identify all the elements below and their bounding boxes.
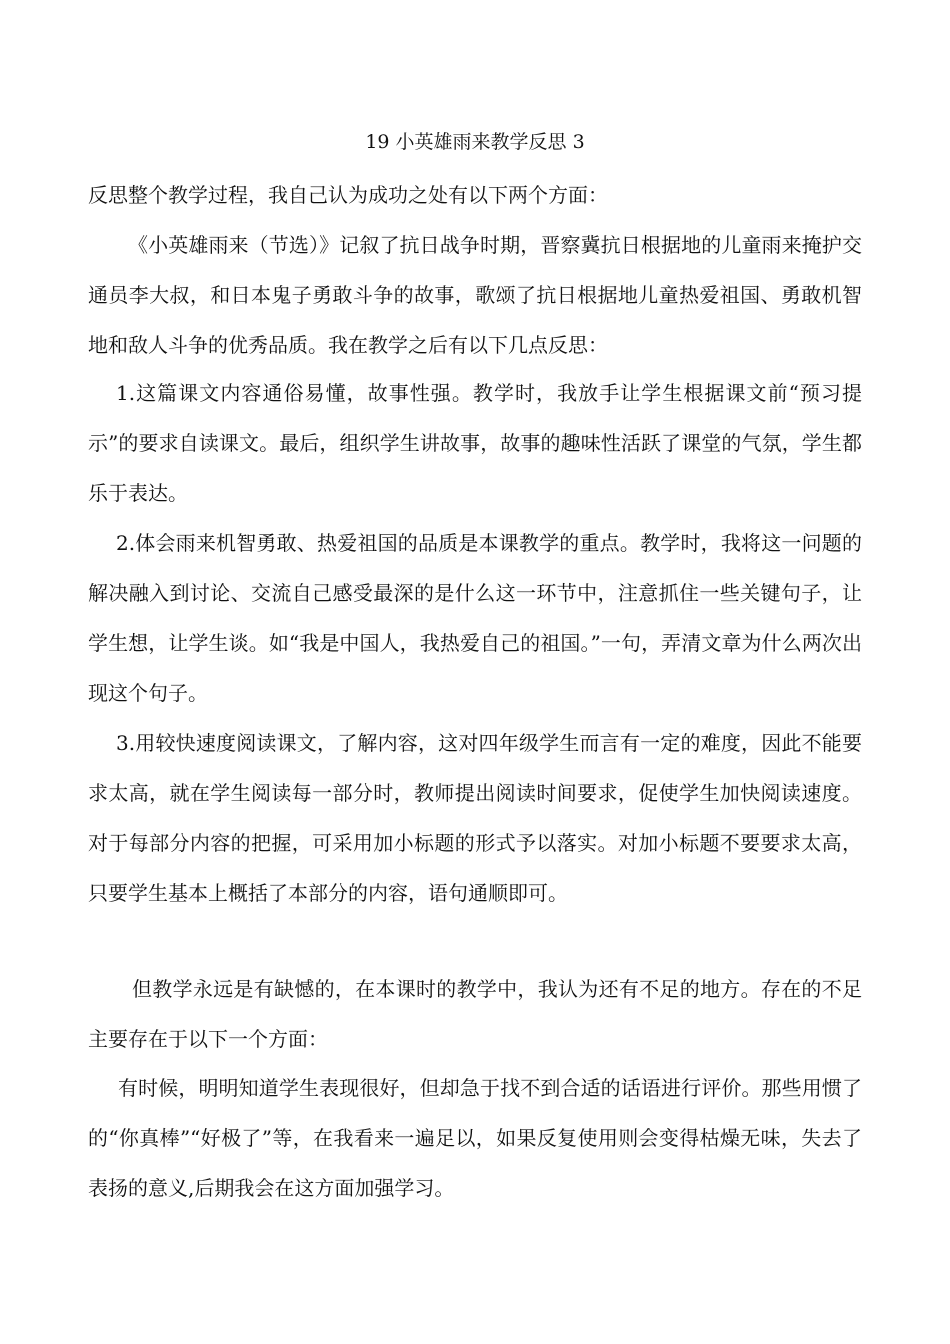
paragraph-point-1: 1.这篇课文内容通俗易懂，故事性强。教学时，我放手让学生根据课文前“预习提示”的要求自读课文。最后，组织学生讲故事，故事的趣味性活跃了课堂的气氛，学生都乐于表达。: [88, 381, 862, 505]
paragraph-point-3: 3.用较快速度阅读课文，了解内容，这对四年级学生而言有一定的难度，因此不能要求太高，就在学生阅读每一部分时，教师提出阅读时间要求，促使学生加快阅读速度。对于每部分内容的把握，可采用加小标题的形式予以落实。对加小标题不要要求太高，只要学生基本上概括了本部分的内容，语句通顺即可。: [88, 731, 862, 905]
paragraph-point-2: 2.体会雨来机智勇敢、热爱祖国的品质是本课教学的重点。教学时，我将这一问题的解决融入到讨论、交流自己感受最深的是什么这一环节中，注意抓住一些关键句子，让学生想，让学生谈。如“我是中国人，我热爱自己的祖国。”一句，弄清文章为什么两次出现这个句子。: [88, 531, 862, 705]
paragraph-intro: 反思整个教学过程，我自己认为成功之处有以下两个方面：: [88, 183, 608, 207]
paragraph-shortcoming-detail: 有时候，明明知道学生表现很好，但却急于找不到合适的话语进行评价。那些用惯了的“你真棒”“好极了”等，在我看来一遍足以，如果反复使用则会变得枯燥无味，失去了表扬的意义,后期我会在这方面加强学习。: [88, 1076, 862, 1200]
paragraph-shortcoming: 但教学永远是有缺憾的，在本课时的教学中，我认为还有不足的地方。存在的不足主要存在于以下一个方面：: [88, 977, 862, 1051]
paragraph-summary: 《小英雄雨来（节选）》记叙了抗日战争时期，晋察冀抗日根据地的儿童雨来掩护交通员李大叔，和日本鬼子勇敢斗争的故事，歌颂了抗日根据地儿童热爱祖国、勇敢机智地和敌人斗争的优秀品质。我在教学之后有以下几点反思：: [88, 233, 862, 357]
document-title: 19 小英雄雨来教学反思 3: [365, 131, 585, 153]
